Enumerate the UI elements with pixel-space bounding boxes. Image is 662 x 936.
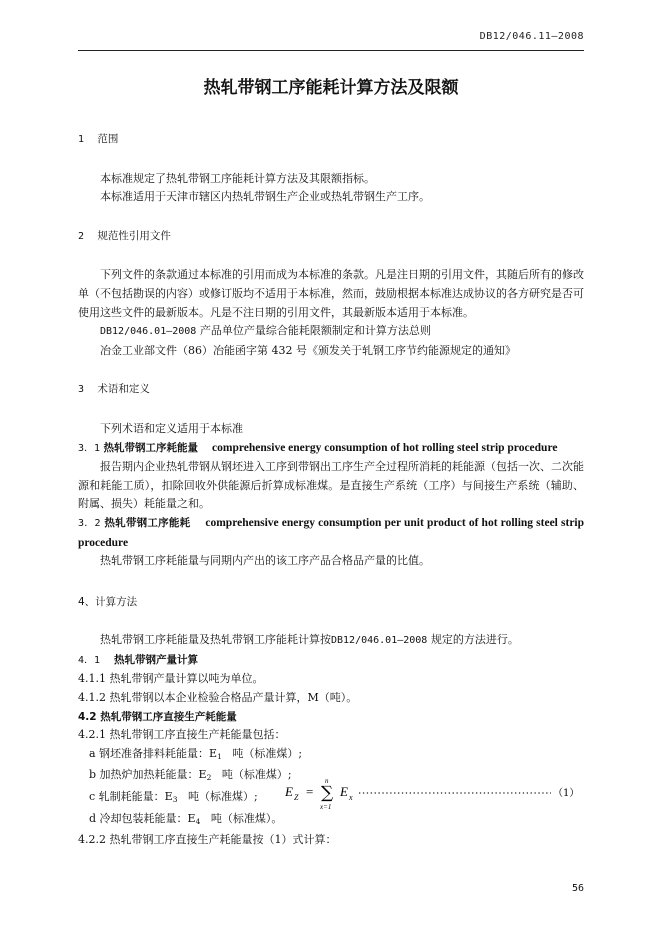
term-definition: 热轧带钢工序耗能量与同期内产出的该工序产品合格品产量的比值。 (100, 554, 430, 568)
formula-term-sub: x (349, 793, 353, 802)
standard-code: DB12/046.11—2008 (479, 31, 584, 42)
page-number: 56 (571, 883, 584, 894)
section-heading-3: 3 术语和定义 (78, 383, 150, 396)
term-heading: 3．1 热轧带钢工序耗能量 comprehensive energy consumption of hot rolling steel strip procedure (78, 441, 558, 454)
paragraph: 下列术语和定义适用于本标准 (100, 421, 243, 435)
clause: 4.1.2 热轧带钢以本企业检验合格品产量计算，M（吨）。 (78, 691, 358, 705)
list-item: c 轧制耗能量：$E_3$ 吨（标准煤）; (89, 790, 258, 805)
sum-lower-limit: x=1 (320, 803, 332, 811)
document-body (78, 130, 584, 850)
section-heading-2: 2 规范性引用文件 (78, 229, 171, 242)
paragraph: 本标准规定了热轧带钢工序能耗计算方法及其限额指标。 (100, 171, 375, 185)
term-definition: 报告期内企业热轧带钢从钢坯进入工序到带钢出工序生产全过程所消耗的耗能源（包括一次、二次能源和耗能工质），扣除回收外供能源后折算成标准煤。是直接生产系统（工序）与间接生产系统（辅助、附属、损失）耗能量之和。 (78, 460, 584, 511)
sum-sign: ∑ (321, 783, 334, 803)
term-heading: 3．2 热轧带钢工序能耗 comprehensive energy consumption per unit product of hot rolling steel strip procedure (78, 516, 585, 549)
paragraph: 热轧带钢工序耗能量及热轧带钢工序能耗计算按DB12/046.01—2008 规定的方法进行。 (100, 633, 519, 647)
formula-1 (285, 776, 585, 812)
clause: 4.2.1 热轧带钢工序直接生产耗能量包括： (78, 728, 286, 742)
formula-term: E (340, 784, 348, 799)
paragraph: 下列文件的条款通过本标准的引用而成为本标准的条款。凡是注日期的引用文件，其随后所有的修改单（不包括勘误的内容）或修订版均不适用于本标准，然而，鼓励根据本标准达成协议的各方研究是否可使用这些文件的最新版本。凡是不注日期的引用文件，其最新版本适用于本标准。 (78, 268, 584, 319)
formula-lhs: E (285, 784, 293, 799)
formula-lhs-sub: Z (294, 793, 299, 802)
list-item: a 钢坯准备排料耗能量：$E_1$ 吨（标准煤）; (89, 746, 303, 761)
subsection-heading: 4.2 热轧带钢工序直接生产耗能量 (78, 710, 237, 723)
list-item: b 加热炉加热耗能量：$E_2$ 吨（标准煤）; (89, 768, 292, 783)
paragraph: 本标准适用于天津市辖区内热轧带钢生产企业或热轧带钢生产工序。 (100, 190, 430, 204)
formula-label: （1） (553, 788, 580, 799)
sum-upper-limit: n (325, 777, 329, 785)
reference-item: 冶金工业部文件（86）冶能函字第 432 号《颁发关于轧钢工序节约能源规定的通知》 (100, 343, 516, 357)
list-item: d 冷却包装耗能量：$E_4$ 吨（标准煤）。 (89, 811, 283, 826)
header-rule (78, 50, 584, 51)
subsection-heading: 4．1 热轧带钢产量计算 (78, 653, 199, 666)
clause: 4.2.2 热轧带钢工序直接生产耗能量按（1）式计算： (78, 833, 337, 847)
section-heading-1: 1 范围 (78, 133, 119, 145)
clause: 4.1.1 热轧带钢产量计算以吨为单位。 (78, 672, 264, 686)
reference-item: DB12/046.01—2008 产品单位产量综合能耗限额制定和计算方法总则 (100, 324, 431, 338)
section-heading-4: 4、计算方法 (78, 595, 138, 608)
document-title: 热轧带钢工序能耗计算方法及限额 (203, 78, 459, 98)
formula-equals: = (306, 784, 314, 799)
